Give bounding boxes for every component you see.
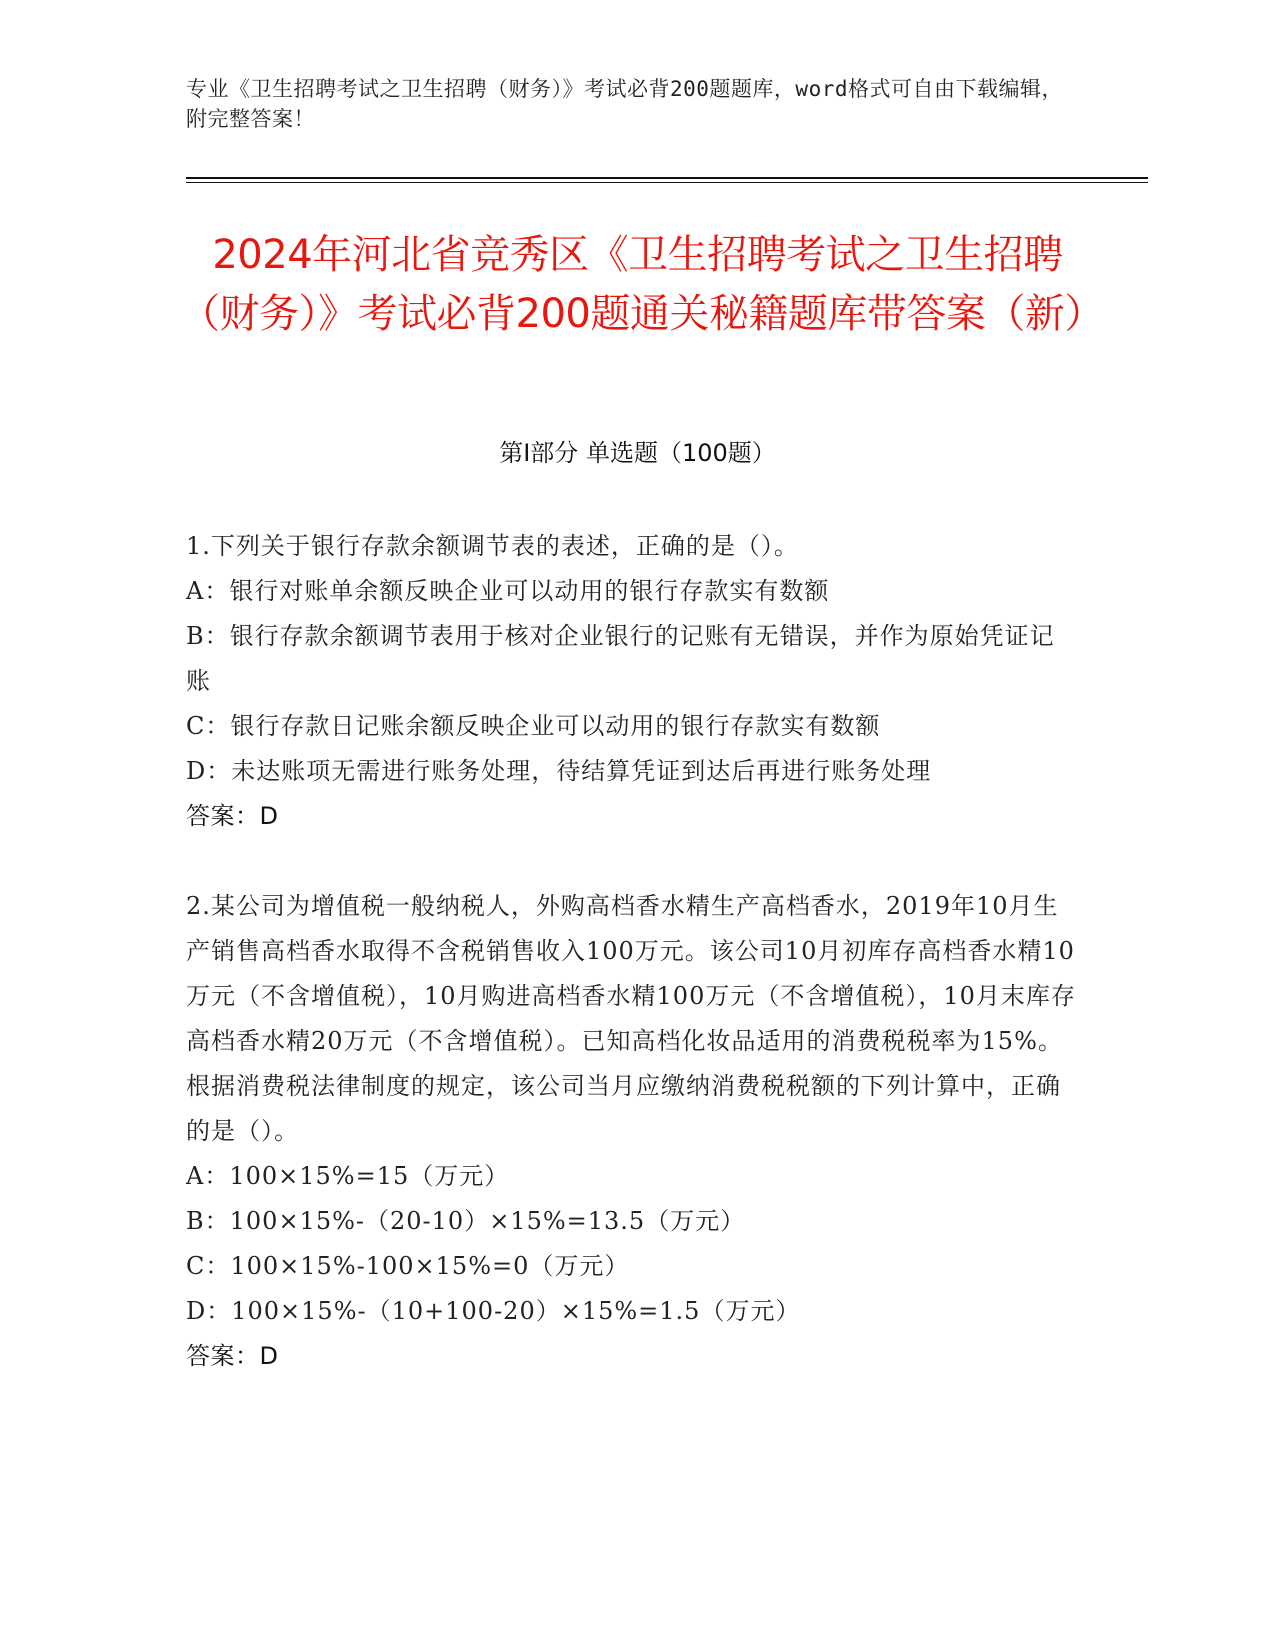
- option-b: B：100×15%-（20-10）×15%=13.5（万元）: [186, 1207, 746, 1235]
- question-stem: 1.下列关于银行存款余额调节表的表述，正确的是（）。: [186, 532, 799, 560]
- question-2: [186, 884, 1076, 1379]
- option-c: C：银行存款日记账余额反映企业可以动用的银行存款实有数额: [186, 712, 881, 740]
- question-1: [186, 524, 1076, 839]
- option-a: A：100×15%=15（万元）: [186, 1162, 510, 1190]
- answer-line: 答案：D: [186, 1342, 279, 1370]
- header-note: 专业《卫生招聘考试之卫生招聘（财务）》考试必背200题题库，word格式可自由下载编辑，附完整答案！: [186, 77, 1063, 131]
- option-b: B：银行存款余额调节表用于核对企业银行的记账有无错误，并作为原始凭证记账: [186, 622, 1055, 695]
- header-rule-thick: [186, 177, 1148, 179]
- question-list: [186, 524, 1076, 1424]
- header-rule-thin: [186, 182, 1148, 183]
- option-d: D：未达账项无需进行账务处理，待结算凭证到达后再进行账务处理: [186, 757, 932, 785]
- question-stem: 2.某公司为增值税一般纳税人，外购高档香水精生产高档香水，2019年10月生产销售高档香水取得不含税销售收入100万元。该公司10月初库存高档香水精10万元（不含增值税），10月购进高档香水精100万元（不含增值税），10月末库存高档香水精20万元（不含增值税）。已知高档化妆品适用的消费税税率为15%。根据消费税法律制度的规定，该公司当月应缴纳消费税税额的下列计算中，正确的是（）。: [186, 892, 1076, 1145]
- answer-line: 答案：D: [186, 802, 279, 830]
- option-d: D：100×15%-（10+100-20）×15%=1.5（万元）: [186, 1297, 801, 1325]
- option-c: C：100×15%-100×15%=0（万元）: [186, 1252, 630, 1280]
- section-title: 第Ⅰ部分 单选题（100题）: [499, 439, 776, 467]
- document-title: 2024年河北省竞秀区《卫生招聘考试之卫生招聘（财务）》考试必背200题通关秘籍题库带答案（新）: [180, 232, 1104, 337]
- option-a: A：银行对账单余额反映企业可以动用的银行存款实有数额: [186, 577, 830, 605]
